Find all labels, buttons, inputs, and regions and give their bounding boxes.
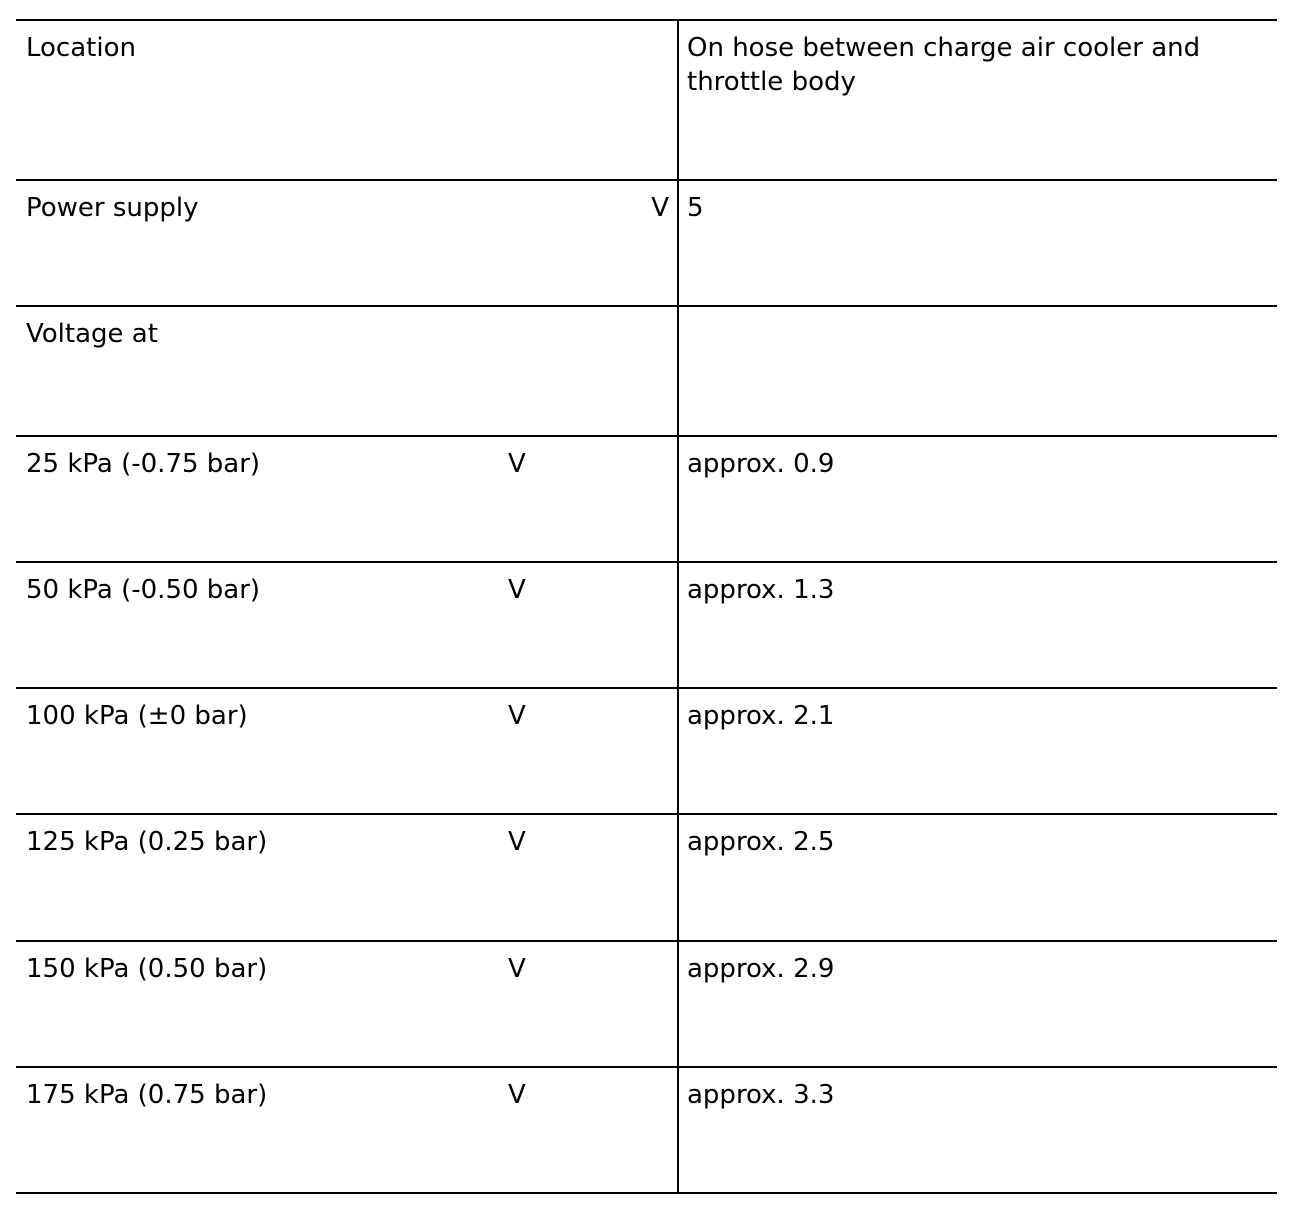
row-unit: V xyxy=(508,954,526,984)
row-label: Voltage at xyxy=(26,319,158,349)
table-row-100kpa xyxy=(16,689,1277,815)
row-label: 150 kPa (0.50 bar) xyxy=(26,954,268,984)
table-row-power-supply xyxy=(16,181,1277,307)
row-value: approx. 1.3 xyxy=(687,575,835,605)
table-row-voltage-at xyxy=(16,307,1277,437)
value-cell xyxy=(679,815,1277,940)
value-cell xyxy=(679,21,1277,179)
label-cell xyxy=(16,815,679,940)
row-unit: V xyxy=(508,449,526,479)
value-cell xyxy=(679,942,1277,1066)
row-unit: V xyxy=(508,1080,526,1110)
label-cell xyxy=(16,563,679,687)
row-value: approx. 2.1 xyxy=(687,701,835,731)
row-value: 5 xyxy=(687,193,704,223)
row-value: approx. 3.3 xyxy=(687,1080,835,1110)
row-value: On hose between charge air cooler and throttle body xyxy=(687,33,1201,97)
value-cell xyxy=(679,437,1277,561)
label-cell xyxy=(16,307,679,435)
row-label: 50 kPa (-0.50 bar) xyxy=(26,575,261,605)
table-row-150kpa xyxy=(16,942,1277,1068)
label-cell xyxy=(16,181,679,305)
row-label: 175 kPa (0.75 bar) xyxy=(26,1080,268,1110)
label-cell xyxy=(16,21,679,179)
row-label: 125 kPa (0.25 bar) xyxy=(26,827,268,857)
row-label: Location xyxy=(26,33,136,63)
table-row-175kpa xyxy=(16,1068,1277,1194)
value-cell xyxy=(679,1068,1277,1192)
row-label: 25 kPa (-0.75 bar) xyxy=(26,449,261,479)
row-label: Power supply xyxy=(26,193,199,223)
value-cell xyxy=(679,563,1277,687)
row-unit: V xyxy=(651,193,669,223)
label-cell xyxy=(16,689,679,813)
row-unit: V xyxy=(508,701,526,731)
row-unit: V xyxy=(508,827,526,857)
label-cell xyxy=(16,437,679,561)
table-row-25kpa xyxy=(16,437,1277,563)
label-cell xyxy=(16,1068,679,1192)
row-value: approx. 2.9 xyxy=(687,954,835,984)
table-row-location xyxy=(16,21,1277,181)
row-unit: V xyxy=(508,575,526,605)
value-cell xyxy=(679,689,1277,813)
value-cell xyxy=(679,181,1277,305)
value-cell xyxy=(679,307,1277,435)
row-label: 100 kPa (±0 bar) xyxy=(26,701,248,731)
label-cell xyxy=(16,942,679,1066)
table-row-125kpa xyxy=(16,815,1277,942)
spec-table xyxy=(16,19,1277,1194)
row-value: approx. 0.9 xyxy=(687,449,835,479)
row-value: approx. 2.5 xyxy=(687,827,835,857)
table-row-50kpa xyxy=(16,563,1277,689)
